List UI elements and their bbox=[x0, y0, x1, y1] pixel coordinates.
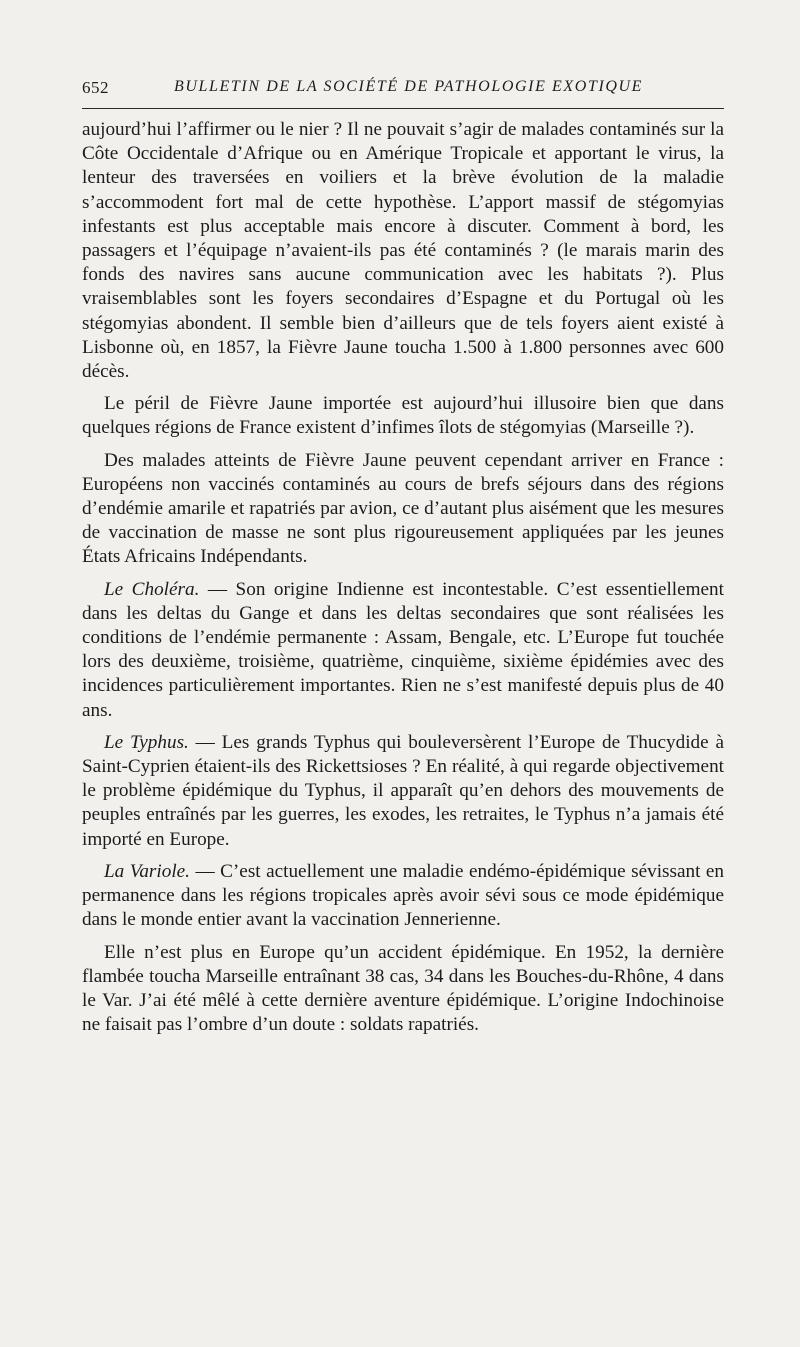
paragraph-yellow-fever-peril: Le péril de Fièvre Jaune importée est aujourd’hui illusoire bien que dans quelques régions de France existent d’infimes îlots de stégomyias (Marseille ?). bbox=[82, 393, 724, 439]
paragraph-cholera: Le Choléra. — Son origine Indienne est incontestable. C’est essentiellement dans les deltas du Gange et dans les deltas secondaires que sont réalisées les conditions de l’endémie permanente : Assam, Bengale, etc. L’Europe fut touchée lors des deuxième, troisième, quatrième, cinquième, sixième épidémies avec des incidences particulièrement importantes. Rien ne s’est manifesté depuis plus de 40 ans. bbox=[82, 578, 724, 721]
section-heading-smallpox: La Variole. bbox=[104, 860, 190, 882]
journal-title: BULLETIN DE LA SOCIÉTÉ DE PATHOLOGIE EXOTIQUE bbox=[174, 78, 644, 95]
paragraph-yellow-fever-origin: aujourd’hui l’affirmer ou le nier ? Il ne pouvait s’agir de malades contaminés sur la Côte Occidentale d’Afrique ou en Amérique Tropicale et apportant le virus, la lenteur des traversées en voiliers et la brève évolution de la maladie s’accommodent fort mal de cette hypothèse. L’apport massif de stégomyias infestants est plus acceptable mais encore à discuter. Comment à bord, les passagers et l’équipage n’avaient-ils pas été contaminés ? (le marais marin des fonds des navires sans aucune communication avec les habitats ?). Plus vraisemblables sont les foyers secondaires d’Espagne et du Portugal où les stégomyias abondent. Il semble bien d’ailleurs que de tels foyers aient existé à Lisbonne où, en 1857, la Fièvre Jaune toucha 1.500 à 1.800 personnes avec 600 décès. bbox=[82, 119, 724, 383]
section-heading-typhus: Le Typhus. bbox=[104, 731, 189, 753]
page-number: 652 bbox=[82, 78, 109, 97]
paragraph-smallpox-1952: Elle n’est plus en Europe qu’un accident épidémique. En 1952, la dernière flambée toucha Marseille entraînant 38 cas, 34 dans les Bouches-du-Rhône, 4 dans le Var. J’ai été mêlé à cette dernière aventure épidémique. L’origine Indochinoise ne faisait pas l’ombre d’un doute : soldats rapatriés. bbox=[82, 941, 724, 1036]
body-text bbox=[82, 118, 724, 1045]
paragraph-typhus: Le Typhus. — Les grands Typhus qui bouleversèrent l’Europe de Thucydide à Saint-Cyprien étaient-ils des Rickettsioses ? En réalité, à qui regarde objectivement le problème épidémique du Typhus, il apparaît qu’en dehors des mouvements de peuples entraînés par les guerres, les exodes, les retraites, le Typhus n’a jamais été importé en Europe. bbox=[82, 731, 724, 850]
header-rule bbox=[82, 108, 724, 109]
paragraph-smallpox: La Variole. — C’est actuellement une maladie endémo-épidémique sévissant en permanence dans les régions tropicales après avoir sévi sous ce mode épidémique dans le monde entier avant la vaccination Jennerienne. bbox=[82, 860, 724, 931]
paragraph-yellow-fever-travellers: Des malades atteints de Fièvre Jaune peuvent cependant arriver en France : Européens non vaccinés contaminés au cours de brefs séjours dans des régions d’endémie amarile et rapatriés par avion, ce d’autant plus aisément que les mesures de vaccination de masse ne sont plus rigoureusement appliquées par les jeunes États Africains Indépendants. bbox=[82, 449, 724, 568]
section-heading-cholera: Le Choléra. bbox=[104, 578, 200, 600]
running-head bbox=[82, 78, 724, 102]
